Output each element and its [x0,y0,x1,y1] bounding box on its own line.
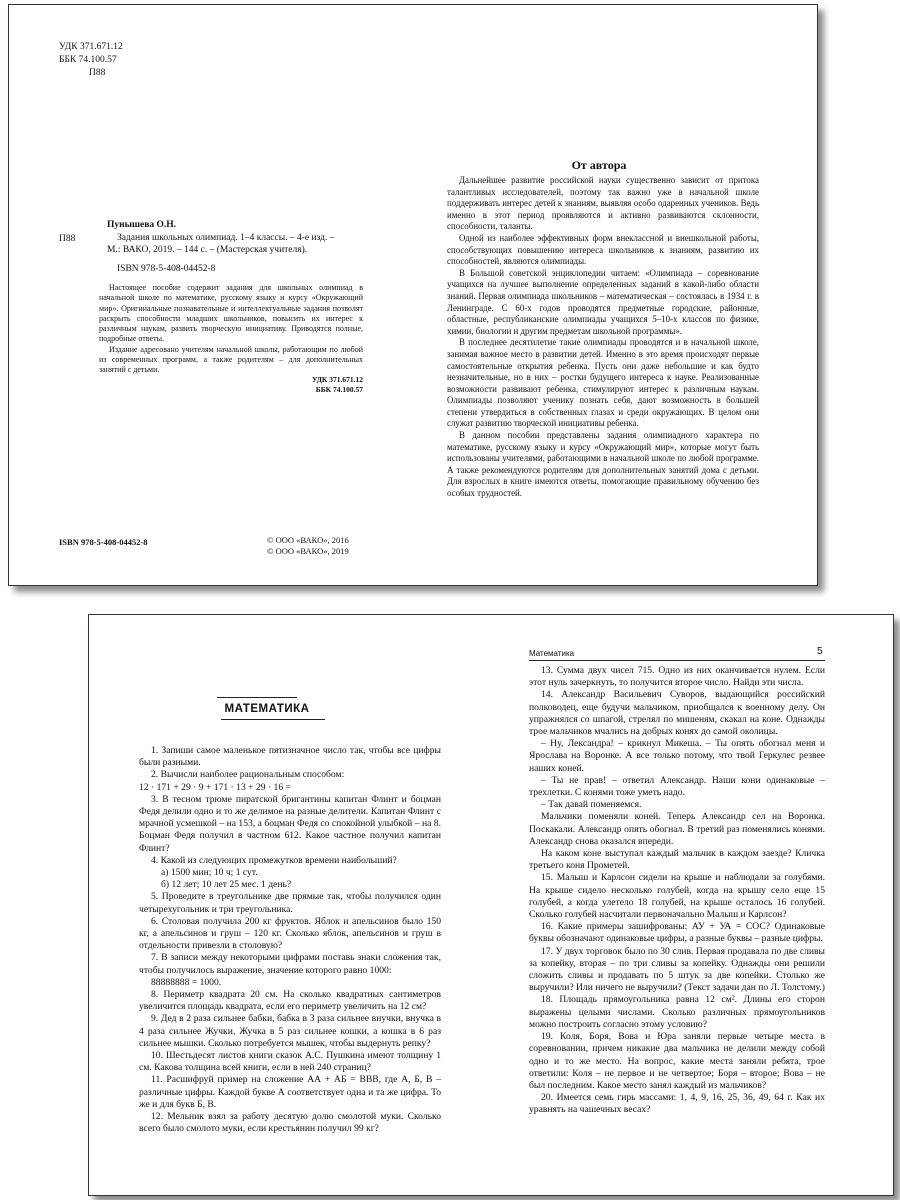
author-code-line: П88 [89,68,106,78]
math-spread [88,614,894,1196]
problem-paragraph: 14. Александр Васильевич Суворов, выдающийся российский полководец, еще будучи мальчиком, приобщался к военному делу. Он упражнялся со шпагой, стрелял по мишеням, скакал на коне. Однажды трое мальчиков мчались на добрых конях до самой околицы. [529,689,825,738]
preface-paragraph: Дальнейшее развитие российской науки существенно зависит от притока талантливых исследователей, поэтому так важно уже в начальной школе поддерживать интерес детей к знаниям, выявляя особо одаренных учеников. Ведь именно в этот период проявляются и активно развиваются склонности, способности, таланты. [447,175,759,232]
isbn-line: ISBN 978-5-408-04452-8 [117,263,216,274]
isbn-bottom: ISBN 978-5-408-04452-8 [59,537,148,547]
problem-paragraph: б) 12 лет; 10 лет 25 мес. 1 день? [161,879,292,891]
problem-paragraph: 88888888 = 1000. [151,976,222,988]
copyright-line: © ООО «ВАКО», 2016 [267,535,349,545]
udk-block [59,41,219,80]
problem-paragraph: 8. Периметр квадрата 20 см. На сколько квадратных сантиметров увеличится площадь квадрата, если его периметр увеличить на 12 см? [139,989,441,1013]
problem-paragraph: 5. Проведите в треугольнике две прямые так, чтобы получился один четырехугольник и три треугольника. [139,891,441,915]
page-number: 5 [817,646,823,657]
problem-paragraph: 3. В тесном трюме пиратской бригантины капитан Флинт и боцман Федя делили одно и то же делимое на разные делители. Капитан Флинт с мрачной усмешкой – на 153, а боцман Федя со спокойной улыбкой – на 8. Боцман Федя получил в частном 612. Какое частное получил капитан Флинт? [139,793,441,854]
problem-paragraph: 6. Столовая получила 200 кг фруктов. Яблок и апельсинов было 150 кг, а апельсинов и груш – 120 кг. Сколько яблок, апельсинов и груш в отдельности привезли в столовую? [139,915,441,952]
problem-paragraph: 9. Дед в 2 раза сильнее бабки, бабка в 3 раза сильнее внучки, внучка в 4 раза сильнее Жучки, Жучка в 5 раз сильнее кошки, а кошка в 6 раз сильнее мышки. Сколько потребуется мышек, чтобы выдернуть репку? [139,1013,441,1049]
author-name: Пунышева О.Н. [107,220,177,230]
problem-paragraph: 7. В записи между некоторыми цифрами поставь знаки сложения так, чтобы получилось выражение, значение которого равно 1000: [139,952,441,976]
problem-paragraph: 12. Мельник взял за работу десятую долю смолотой муки. Сколько всего было смолото муки, если крестьянин получил 99 кг? [139,1111,441,1135]
udk-line: УДК 371.671.12 [59,42,123,52]
problem-paragraph: На каком коне выступал каждый мальчик в каждом заезде? Кличка третьего коня Прометей. [529,848,825,872]
problem-paragraph: 1. Запиши самое маленькое пятизначное число так, чтобы все цифры были разными. [139,745,441,769]
udk-right-line: УДК 371.671.12 [312,375,363,384]
bbk-line: ББК 74.100.57 [59,55,117,65]
problem-paragraph: 11. Расшифруй пример на сложение АА + АБ = ВВВ, где А, Б, В – различные цифры. Каждой букве А соответствует одна и та же цифра. То же и для букв Б, В. [139,1074,441,1110]
problem-paragraph: 2. Вычисли наиболее рациональным способом: [151,769,345,781]
preface-paragraph: В данном пособии представлены задания олимпиадного характера по математике, русскому языку и курсу «Окружающий мир», которые могут быть использованы учителями, работающими в начальной школе по любой программе. А также рекомендуются родителям для дополнительных занятий дома с детьми. Для взрослых в книге имеются ответы, помогающие правильному обучению без особых трудностей. [447,430,759,499]
problems-left-column [139,745,441,1136]
problem-paragraph: – Ну, Лександра! – крикнул Микеша. – Ты опять обогнал меня и Ярослава на Воронке. А все только потому, что твой Геркулес резвее наших коней. [529,738,825,774]
title-rule [221,719,325,720]
problem-paragraph: 15. Малыш и Карлсон сидели на крыше и наблюдали за голубями. На крыше сидело несколько голубей, когда на крышу село еще 15 голубей, а когда улетело 18 голубей, на крыше осталось 16 голубей. Сколько голубей насчитали первоначально Малыш и Карлсон? [529,872,825,921]
problem-paragraph: 17. У двух торговок было по 30 слив. Первая продавала по две сливы за копейку, вторая – по три сливы за копейку. Однажды они решили сложить сливы и продавать по 5 штук за две копейки. Столько же выручили? Или ничего не выручили? (Текст задачи дан по Л. Толстому.) [529,945,825,994]
imprint-spread [8,4,818,586]
problem-paragraph: 16. Какие примеры зашифрованы: АУ + УА = СОС? Одинаковые буквы обозначают одинаковые цифры, а разные буквы – разные цифры. [529,921,825,945]
problem-paragraph: а) 1500 мин; 10 ч; 1 сут. [161,867,258,879]
section-title: МАТЕМАТИКА [224,703,310,715]
annotation-paragraph: Настоящее пособие содержит задания для школьных олимпиад в начальной школе по математике, русскому языку и курсу «Окружающий мир». Оригинальные познавательные и интеллектуальные задания позволят раскрыть способности младших школьников, повысить их интерес к различным наукам, развить творческую инициативу. Приводятся полные, подробные ответы. [99,283,363,344]
preface-paragraph: В Большой советской энциклопедии читаем: «Олимпиада – соревнование учащихся на лучшее выполнение определенных заданий в какой-либо области знаний. Первая олимпиада школьников – математическая – состоялась в 1934 г. в Ленинграде. С 60-х годов проводятся предметные городские, районные, областные, республиканские олимпиады учащихся 5–10-х классов по физике, химии, биологии и другим предметам школьной программы». [447,267,759,336]
preface-paragraph: В последнее десятилетие такие олимпиады проводятся и в начальной школе, занимая важное место в развитии детей. Именно в это время происходят первые самостоятельные открытия ребенка. Пусть они даже небольшие и как будто незначительные, но в них – ростки будущего интереса к науке. Реализованные возможности развивают ребенка, стимулируют интерес к различным наукам. Олимпиады позволяют ученику познать себя, дают возможность в большей степени утвердиться в собственных глазах и среди окружающих. В целом они служат развитию творческой инициативы ребенка. [447,337,759,429]
problem-paragraph: – Ты не прав! – ответил Александр. Наши кони одинаковые – трехлетки. С конями тоже уметь надо. [529,774,825,799]
running-head: Математика [529,649,575,658]
bbk-right-line: ББК 74.100.57 [315,385,363,394]
problem-paragraph: 20. Имеется семь гирь массами: 1, 4, 9, 16, 25, 36, 49, 64 г. Как их уравнять на чашечных весах? [529,1092,825,1116]
annotation [99,283,363,376]
running-head-rule [529,660,825,661]
preface-paragraph: Одной из наиболее эффективных форм внеклассной и внешкольной работы, способствующих повышению интереса школьников к знаниям, развитию их способностей, являются олимпиады. [447,232,759,267]
bib-entry [107,219,377,275]
bib-line: М.: ВАКО, 2019. – 144 с. – (Мастерская учителя). [107,245,308,255]
udk-right-block [239,375,363,395]
problem-paragraph: 18. Площадь прямоугольника равна 12 см². Длины его сторон выражены целыми числами. Сколько различных прямоугольников можно построить согласно этому условию? [529,994,825,1030]
copyright-line: © ООО «ВАКО», 2019 [267,546,349,556]
side-code: П88 [59,234,76,244]
preface-title: От автора [571,158,627,172]
problem-paragraph: Мальчики поменяли коней. Теперь Александр сел на Воронка. Поскакали. Александр опять обогнал. В третий раз поменялись конями. Александр снова оказался впереди. [529,811,825,847]
copyright-block [267,535,349,557]
title-rule [217,697,297,698]
problem-paragraph: 4. Какой из следующих промежутков времени наибольший? [151,854,397,866]
bib-line: Задания школьных олимпиад. 1–4 классы. – 4-е изд. – [117,232,335,243]
problem-paragraph: 13. Сумма двух чисел 715. Одно из них оканчивается нулем. Если этот нуль зачеркнуть, то получится второе число. Найди эти числа. [529,665,825,689]
problem-paragraph: – Так давай поменяемся. [541,799,642,811]
problem-paragraph: 12 · 171 + 29 · 9 + 171 · 13 + 29 · 16 = [139,781,291,793]
problem-paragraph: 10. Шестьдесят листов книги сказок А.С. Пушкина имеют толщину 1 см. Какова толщина всей книги, если в ней 240 страниц? [139,1050,441,1074]
preface-body [447,175,759,500]
problems-right-column [529,665,825,1117]
annotation-paragraph: Издание адресовано учителям начальной школы, работающим по любой из современных программ, а также родителям – для дополнительных занятий с детьми. [99,344,363,375]
problem-paragraph: 19. Коля, Боря, Вова и Юра заняли первые четыре места в соревновании, причем никакие два мальчика не делили между собой одно и то же место. На вопрос, какие места заняли ребята, трое ответили: Коля – не первое и не четвертое; Боря – второе; Вова – не был последним. Какое место занял каждый из мальчиков? [529,1031,825,1091]
